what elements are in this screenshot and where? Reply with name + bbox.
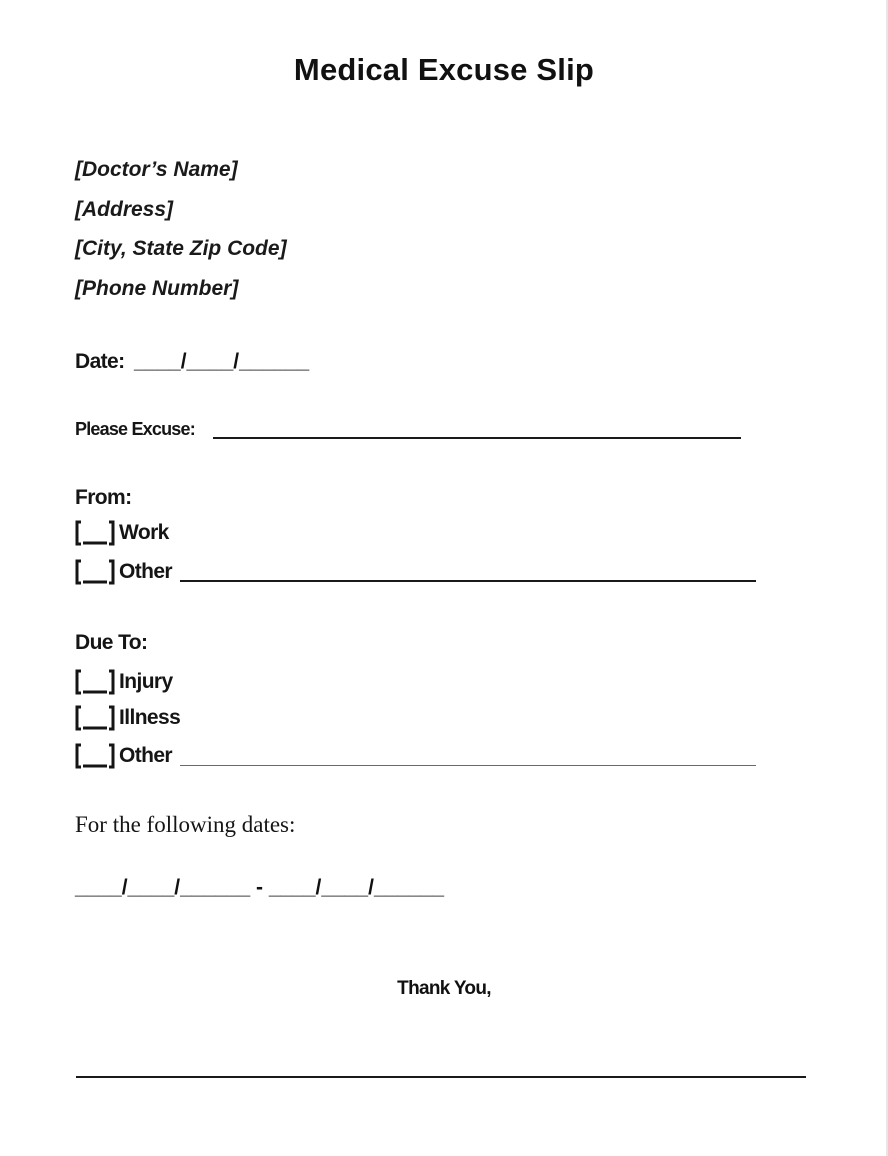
checkbox-row-from-other[interactable] bbox=[75, 559, 172, 587]
checkbox-due-other[interactable] bbox=[75, 743, 115, 769]
checkbox-row-work[interactable] bbox=[75, 520, 169, 548]
from-label: From: bbox=[75, 486, 132, 509]
checkbox-work[interactable] bbox=[75, 520, 115, 546]
address: [Address] bbox=[75, 198, 174, 221]
phone-number: [Phone Number] bbox=[75, 277, 239, 300]
date-range-field[interactable]: ____/____/______ - ____/____/______ bbox=[75, 876, 445, 899]
date-field[interactable]: ____/____/______ bbox=[134, 350, 310, 373]
closing-text: Thank You, bbox=[397, 978, 491, 999]
checkbox-from-other[interactable] bbox=[75, 559, 115, 585]
signature-line[interactable] bbox=[76, 1076, 806, 1078]
from-other-field[interactable] bbox=[180, 580, 756, 582]
checkbox-label-work: Work bbox=[119, 521, 169, 544]
document-title: Medical Excuse Slip bbox=[293, 52, 595, 87]
due-to-label: Due To: bbox=[75, 631, 148, 654]
checkbox-label-due-other: Other bbox=[119, 744, 173, 767]
due-other-field[interactable] bbox=[180, 765, 756, 766]
please-excuse-field[interactable] bbox=[213, 437, 741, 439]
checkbox-label-from-other: Other bbox=[119, 560, 173, 583]
checkbox-label-illness: Illness bbox=[119, 706, 181, 729]
checkbox-row-illness[interactable] bbox=[75, 705, 180, 733]
doctor-name: [Doctor’s Name] bbox=[75, 158, 238, 181]
city-state-zip: [City, State Zip Code] bbox=[75, 237, 287, 260]
checkbox-injury[interactable] bbox=[75, 669, 115, 695]
following-dates-label: For the following dates: bbox=[75, 812, 296, 837]
please-excuse-label: Please Excuse: bbox=[75, 419, 195, 439]
checkbox-row-due-other[interactable] bbox=[75, 743, 172, 771]
checkbox-row-injury[interactable] bbox=[75, 669, 173, 697]
date-label: Date: bbox=[75, 350, 125, 373]
checkbox-label-injury: Injury bbox=[119, 670, 173, 693]
checkbox-illness[interactable] bbox=[75, 705, 115, 731]
